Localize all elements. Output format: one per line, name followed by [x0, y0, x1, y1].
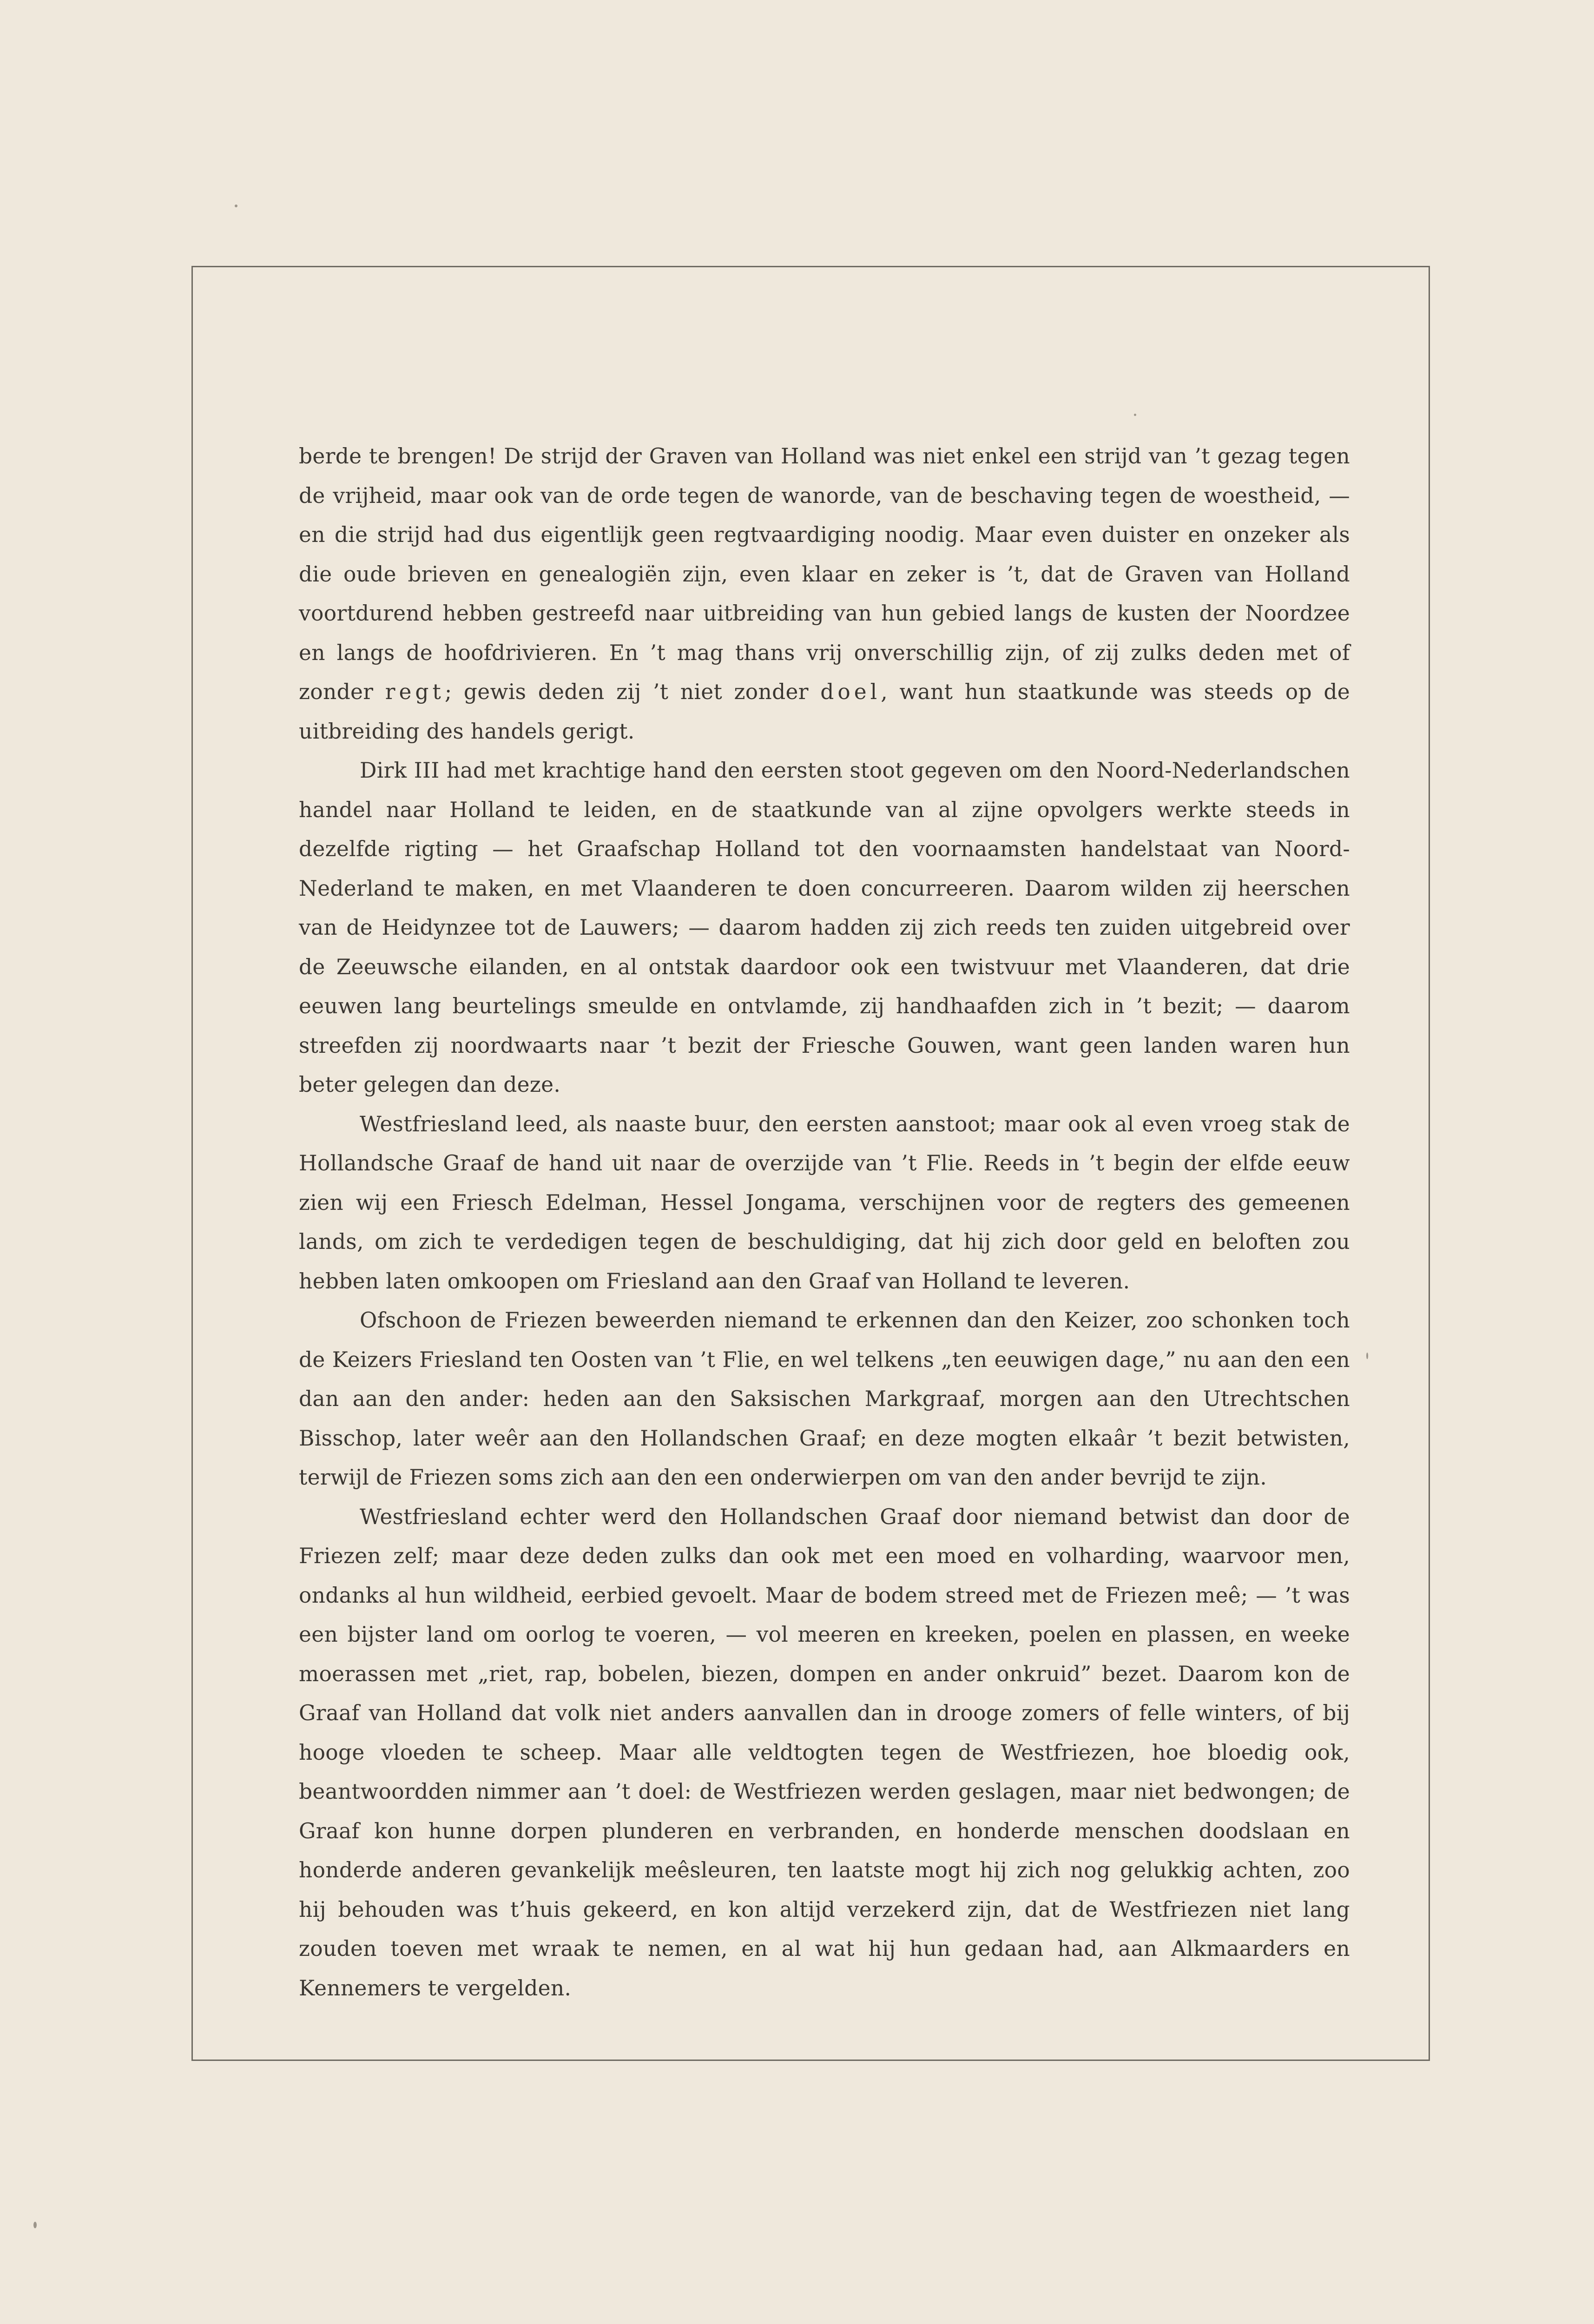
paragraph-3: [299, 1105, 1350, 1301]
body-text: [299, 437, 1350, 2008]
paper-speck: [235, 205, 237, 207]
paper-speck: [1366, 1353, 1368, 1359]
paper-speck: [1134, 414, 1136, 416]
text-run: , want hun staatkunde was steeds op de uitbreiding des handels gerigt.: [299, 680, 1350, 744]
text-run: ; gewis deden zij ’t niet zonder: [444, 680, 821, 704]
text-run: Westfriesland leed, als naaste buur, den eersten aanstoot; maar ook al even vroeg stak de Hollandsche Graaf de hand uit naar de overzijde van ’t Flie. Reeds in ’t begin der elfde eeuw zien wij een Friesch Edelman, Hessel Jongama, verschijnen voor de regters des gemeenen lands, om zich te verdedigen tegen de beschuldiging, dat hij zich door geld en beloften zou hebben laten omkoopen om Friesland aan den Graaf van Holland te leveren.: [299, 1111, 1350, 1294]
text-run: Westfriesland echter werd den Hollandschen Graaf door niemand betwist dan door de Friezen zelf; maar deze deden zulks dan ook met een moed en volharding, waarvoor men, ondanks al hun wildheid, eerbied gevoelt. Maar de bodem streed met de Friezen meê; — ’t was een bijster land om oorlog te voeren, — vol meeren en kreeken, poelen en plassen, en weeke moerassen met „riet, rap, bobelen, biezen, dompen en ander onkruid” bezet. Daarom kon de Graaf van Holland dat volk niet anders aanvallen dan in drooge zomers of felle winters, of bij hooge vloeden te scheep. Maar alle veldtogten tegen de Westfriezen, hoe bloedig ook, beantwoordden nimmer aan ’t doel: de Westfriezen werden geslagen, maar niet bedwongen; de Graaf kon hunne dorpen plunderen en verbranden, en honderde menschen doodslaan en honderde anderen gevankelijk meêsleuren, ten laatste mogt hij zich nog gelukkig achten, zoo hij behouden was t’huis gekeerd, en kon altijd verzekerd zijn, dat de Westfriezen niet lang zouden toeven met wraak te nemen, en al wat hij hun gedaan had, aan Alkmaarders en Kennemers te vergelden.: [299, 1504, 1350, 2000]
text-run: Ofschoon de Friezen beweerden niemand te erkennen dan den Keizer, zoo schonken toch de Keizers Friesland ten Oosten van ’t Flie, en wel telkens „ten eeuwigen dage,” nu aan den een dan aan den ander: heden aan den Saksischen Markgraaf, morgen aan den Utrechtschen Bisschop, later weêr aan den Hollandschen Graaf; en deze mogten elkaâr ’t bezit betwisten, terwijl de Friezen soms zich aan den een onderwierpen om van den ander bevrijd te zijn.: [299, 1308, 1350, 1490]
paragraph-5: [299, 1498, 1350, 2008]
paper-speck: [33, 2222, 37, 2228]
text-run: berde te brengen! De strijd der Graven van Holland was niet enkel een strijd van ’t gezag tegen de vrijheid, maar ook van de orde tegen de wanorde, van de beschaving tegen de woestheid, — en die strijd had dus eigentlijk geen regtvaardiging noodig. Maar even duister en onzeker als die oude brieven en genealogiën zijn, even klaar en zeker is ’t, dat de Graven van Holland voortdurend hebben gestreefd naar uitbreiding van hun gebied langs de kusten der Noordzee en langs de hoofdrivieren. En ’t mag thans vrij onverschillig zijn, of zij zulks deden met of zonder: [299, 444, 1350, 704]
paragraph-1: [299, 437, 1350, 751]
emphasis-spaced: regt: [385, 680, 445, 704]
paragraph-2: [299, 751, 1350, 1105]
text-run: Dirk III had met krachtige hand den eersten stoot gegeven om den Noord-Nederlandschen handel naar Holland te leiden, en de staatkunde van al zijne opvolgers werkte steeds in dezelfde rigting — het Graafschap Holland tot den voornaamsten handelstaat van Noord-Nederland te maken, en met Vlaanderen te doen concurreeren. Daarom wilden zij heerschen van de Heidynzee tot de Lauwers; — daarom hadden zij zich reeds ten zuiden uitgebreid over de Zeeuwsche eilanden, en al ontstak daardoor ook een twistvuur met Vlaanderen, dat drie eeuwen lang beurtelings smeulde en ontvlamde, zij handhaafden zich in ’t bezit; — daarom streefden zij noordwaarts naar ’t bezit der Friesche Gouwen, want geen landen waren hun beter gelegen dan deze.: [299, 758, 1350, 1097]
emphasis-spaced: doel: [820, 680, 881, 704]
paragraph-4: [299, 1301, 1350, 1498]
